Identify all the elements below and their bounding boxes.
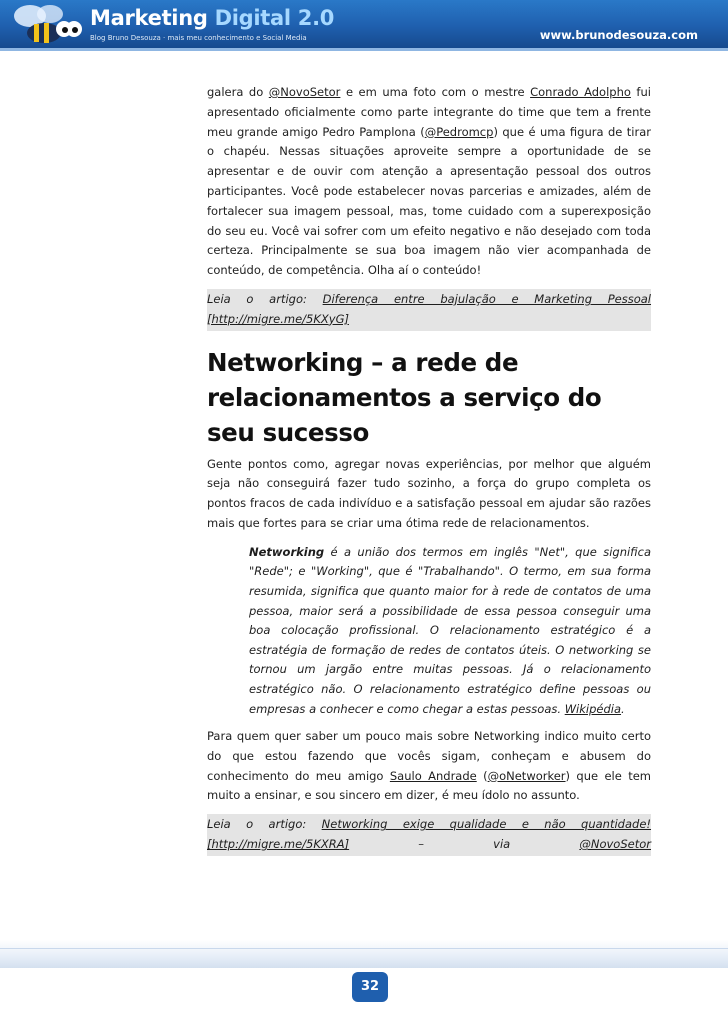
read-article-url-line-2 <box>207 835 651 855</box>
read-article-via-link[interactable]: @NovoSetor <box>579 837 651 852</box>
read-article-link-2[interactable]: Networking exige qualidade e não quantidade! <box>321 817 652 832</box>
intro-text-2: e em uma foto com o mestre <box>340 85 531 99</box>
brand-title <box>90 6 334 30</box>
header-divider <box>0 48 728 51</box>
brand-tagline: Blog Bruno Desouza · mais meu conhecimento e Social Media <box>90 34 307 42</box>
bee-logo-icon <box>8 2 88 48</box>
saulo-text-1: Para quem quer saber um pouco mais sobre Networking indico muito certo do que estou fazendo que vocês sigam, conheçam e abusem do conhecimento do meu amigo <box>207 729 651 783</box>
read-article-prefix: Leia o artigo: <box>207 291 323 306</box>
quote-end: . <box>621 701 625 716</box>
read-article-url-line-1 <box>207 310 651 330</box>
page-number-badge: 32 <box>352 972 388 1002</box>
read-article-url-2[interactable]: [http://migre.me/5KXRA] <box>207 837 350 852</box>
conrado-adolpho-link[interactable]: Conrado Adolpho <box>530 85 631 99</box>
footer-band <box>0 940 728 968</box>
saulo-paragraph <box>207 727 651 806</box>
read-article-prefix-2: Leia o artigo: <box>207 817 322 832</box>
brand-accent: Digital 2.0 <box>214 6 335 30</box>
read-article-box-1 <box>207 289 651 331</box>
intro-text-3: fui apresentado oficialmente como parte integrante do time que tem a frente meu grande amigo Pedro Pamplona ( <box>207 85 651 139</box>
page-header <box>0 0 728 52</box>
read-article-line-2 <box>207 815 651 835</box>
networking-paragraph: Gente pontos como, agregar novas experiências, por melhor que alguém seja não conseguirá fazer tudo sozinho, a força do grupo completa os pontos fracos de cada indivíduo e a satisfação pessoal em ajudar são razões mais que fortes para se criar uma ótima rede de relacionamentos. <box>207 456 651 530</box>
read-article-box-2 <box>207 814 651 856</box>
saulo-text-3: ) que ele tem muito a ensinar, e sou sincero em dizer, é meu ídolo no assunto. <box>207 768 651 803</box>
wikipedia-quote <box>249 543 651 719</box>
intro-text-4: ) que é uma figura de tirar o chapéu. Nessas situações aproveite sempre a oportunidade de se apresentar e de ouvir com atenção a apresentação pessoal dos outros participantes. Você pode estabelecer novas parcerias e amizades, além de fortalecer sua imagem pessoal, mas, tome cuidado com a superexposição do seu eu. Você vai sofrer com um efeito negativo e não desejado com toda certeza. Principalmente se sua boa imagem não vier acompanhada de conteúdo, de competência. Olha aí o conteúdo! <box>207 124 651 278</box>
read-article-via: – via <box>349 837 580 852</box>
saulo-andrade-link[interactable]: Saulo Andrade <box>389 768 477 783</box>
wikipedia-link[interactable]: Wikipédia <box>564 701 622 716</box>
onetworker-link[interactable]: @oNetworker <box>487 768 566 783</box>
intro-paragraph <box>207 83 651 281</box>
read-article-url-1[interactable]: [http://migre.me/5KXyG] <box>207 311 349 326</box>
read-article-link-1[interactable]: Diferença entre bajulação e Marketing Pessoal <box>322 291 652 306</box>
footer-divider <box>0 948 728 949</box>
quote-term: Networking <box>249 544 325 559</box>
read-article-line-1 <box>207 290 651 310</box>
intro-text-1: galera do <box>207 85 269 99</box>
section-heading: Networking – a rede de relacionamentos a serviço do seu sucesso <box>207 347 602 447</box>
novosetor-link[interactable]: @NovoSetor <box>268 85 341 99</box>
site-url[interactable]: www.brunodesouza.com <box>539 28 698 42</box>
saulo-text-2: ( <box>476 768 488 783</box>
page-content <box>207 83 651 856</box>
quote-text: é a união dos termos em inglês "Net", que significa "Rede"; e "Working", que é "Trabalhando". O termo, em sua forma resumida, significa que quanto maior for à rede de contatos de uma pessoa, maior será a possibilidade de essa pessoa conseguir uma boa colocação profissional. O relacionamento estratégico é a estratégia de formação de redes de contatos úteis. O networking se tornou um jargão entre muitas pessoas. Já o relacionamento estratégico não. O relacionamento estratégico define pessoas ou empresas a conhecer e como chegar a estas pessoas. <box>249 544 651 716</box>
brand-main: Marketing <box>90 6 215 30</box>
pedromcp-link[interactable]: @Pedromcp <box>424 124 494 139</box>
